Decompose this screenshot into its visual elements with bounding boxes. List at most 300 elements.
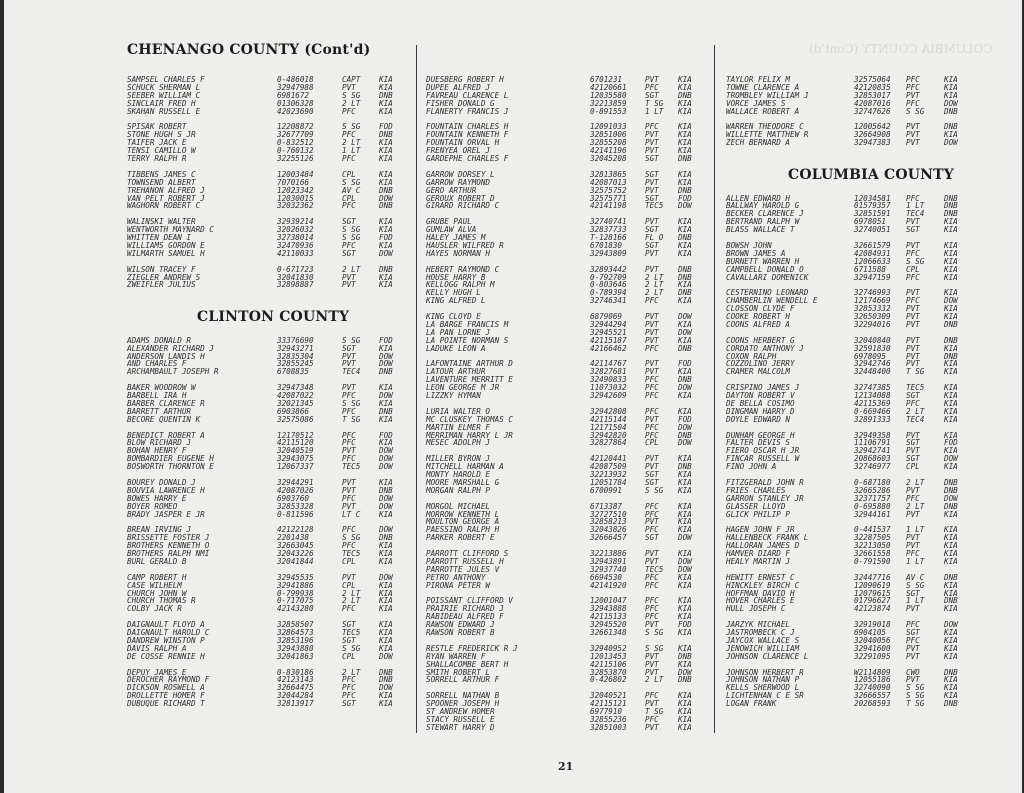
record-status: KIA [944, 580, 958, 590]
record-rank: CPL [342, 169, 356, 179]
record-rank: PVT [645, 359, 659, 369]
record-rank: PFC [645, 509, 659, 519]
record-status: KIA [944, 398, 958, 408]
record-status: DOW [379, 462, 393, 472]
record-name: SORRELL NATHAN B [426, 691, 500, 701]
record-serial-number: 20268593 [854, 699, 891, 709]
record-serial-number: 32858213 [590, 517, 627, 527]
record-serial-number: 42123874 [854, 604, 891, 614]
record-name: VORCE JAMES S [726, 98, 786, 108]
record-status: KIA [944, 217, 958, 227]
record-status: DOW [678, 438, 692, 448]
record-rank: PVT [645, 248, 659, 258]
record-rank: PFC [645, 691, 659, 701]
record-serial-number: 32041863 [277, 651, 314, 661]
record-name: HOUSE HARRY B [426, 272, 486, 282]
record-status: KIA [944, 446, 958, 456]
record-status: KIA [678, 319, 692, 329]
record-serial-number: 12003484 [277, 169, 314, 179]
record-name: GARROW DORSEY L [426, 169, 495, 179]
record-name: SHALLACOMBE BERT H [426, 659, 509, 669]
record-status: KIA [678, 643, 692, 653]
record-name: DINGMAN HARRY D [726, 406, 795, 416]
record-rank: PFC [906, 635, 920, 645]
record-status: KIA [944, 430, 958, 440]
record-rank: S SG [645, 628, 664, 637]
record-rank: PVT [645, 667, 659, 677]
record-serial-number: 12005642 [854, 122, 891, 132]
record-status: FOD [379, 430, 393, 440]
record-rank: PVT [645, 651, 659, 661]
record-rank: SGT [645, 193, 659, 203]
record-status: KIA [944, 304, 958, 314]
record-rank: SGT [342, 343, 356, 353]
column-divider-left [416, 45, 417, 733]
record-serial-number: 12134088 [854, 391, 891, 400]
record-name: GLICK PHILIP P [726, 509, 791, 519]
record-serial-number: 32040521 [590, 691, 627, 701]
record-status: KIA [678, 240, 692, 250]
record-serial-number: 12091033 [590, 122, 627, 132]
record-name: GARDEPHE CHARLES F [426, 154, 509, 163]
record-serial-number: 32746993 [854, 288, 891, 298]
record-serial-number: 12171504 [590, 422, 627, 432]
record-status: DNB [944, 351, 958, 361]
record-name: COONS HERBERT G [726, 335, 795, 345]
record-serial-number: 32947348 [277, 383, 314, 393]
record-status: KIA [678, 572, 692, 582]
record-status: KIA [678, 722, 692, 732]
record-status: KIA [944, 225, 958, 235]
record-name: HOFFMAN DAVID H [726, 588, 795, 598]
record-status: FOD [944, 438, 958, 448]
record-name: MORROW KENNETH L [426, 509, 500, 519]
record-rank: PVT [645, 130, 659, 140]
record-status: DNB [379, 185, 393, 195]
record-serial-number: 32447716 [854, 572, 891, 582]
record-name: HAGEN JOHN F JR [726, 525, 795, 535]
record-rank: PVT [342, 477, 356, 487]
record-status: DNB [678, 651, 692, 661]
record-serial-number: 32937740 [590, 564, 627, 574]
record-rank: SGT [906, 438, 920, 448]
record-name: RAWSON ROBERT B [426, 628, 495, 637]
record-status: KIA [944, 272, 958, 282]
record-name: ALLEN EDWARD H [726, 193, 791, 203]
record-status: KIA [678, 335, 692, 345]
record-serial-number: 0-803646 [590, 280, 627, 290]
record-serial-number: 12090619 [854, 580, 891, 590]
record-serial-number: 32043826 [590, 525, 627, 535]
record-name: FRENYEA OREL J [426, 146, 491, 156]
record-rank: PVT [342, 82, 356, 92]
record-serial-number: 32827681 [590, 367, 627, 377]
record-name: HALEY JAMES M [426, 233, 486, 242]
record-name: BOSWORTH THORNTON E [127, 462, 214, 472]
record-name: TAYLOR FELIX M [726, 75, 791, 84]
record-name: JASTROMBECK C J [726, 628, 795, 637]
record-serial-number: 42084931 [854, 248, 891, 258]
record-serial-number: 32747626 [854, 106, 891, 116]
record-rank: CPL [906, 264, 920, 274]
record-name: FAVREAU CLARENCE L [426, 90, 509, 100]
record-serial-number: 6903866 [277, 406, 310, 416]
record-rank: PVT [906, 430, 920, 440]
record-name: HALLENBECK FRANK L [726, 533, 809, 543]
record-status: KIA [379, 398, 393, 408]
record-status: KIA [678, 485, 692, 495]
record-name: HEBERT RAYMOND C [426, 264, 500, 274]
record-status: KIA [678, 691, 692, 701]
record-status: FOD [379, 122, 393, 132]
record-serial-number: 32945520 [590, 620, 627, 630]
record-name: SMITH ROBERT L [426, 667, 491, 677]
record-name: STONE HUGH S JR [127, 130, 196, 140]
record-name: BREAN IRVING J [127, 525, 192, 535]
record-status: DOW [944, 454, 958, 464]
record-name: BAKER WOODROW W [127, 383, 196, 393]
record-serial-number: 32835304 [277, 351, 314, 361]
record-serial-number: 32255126 [277, 154, 314, 163]
record-status: KIA [944, 604, 958, 614]
record-rank: PVT [645, 549, 659, 558]
record-rank: PFC [906, 193, 920, 203]
record-serial-number: 0-799938 [277, 588, 314, 598]
record-name: BURL GERALD B [127, 556, 187, 566]
record-serial-number: 32858507 [277, 620, 314, 630]
record-status: KIA [944, 248, 958, 258]
record-serial-number: 32021345 [277, 398, 314, 408]
record-status: DNB [678, 288, 692, 298]
record-serial-number: 11073032 [590, 383, 627, 393]
record-name: SAMPSEL CHARLES F [127, 75, 205, 84]
record-serial-number: 6978051 [854, 217, 887, 227]
record-name: BOWSH JOHN [726, 240, 772, 250]
record-rank: SGT [342, 248, 356, 258]
record-name: AND CHARLES F [127, 359, 187, 369]
record-rank: PVT [906, 217, 920, 227]
record-serial-number: 0-760132 [277, 146, 314, 156]
record-status: DNB [944, 477, 958, 487]
record-rank: PFC [906, 398, 920, 408]
record-rank: PVT [342, 351, 356, 361]
record-name: BLOW RICHARD J [127, 438, 192, 448]
record-status: KIA [678, 699, 692, 709]
record-name: BOMBARDIER EUGENE H [127, 454, 214, 464]
record-name: FOUNTAIN KENNETH F [426, 130, 509, 140]
record-status: KIA [944, 343, 958, 353]
record-rank: TEC5 [906, 383, 925, 393]
record-serial-number: 6978095 [854, 351, 887, 361]
record-name: HINCKLEY BIRCH C [726, 580, 800, 590]
record-status: DOW [944, 98, 958, 108]
record-serial-number: 32827864 [590, 438, 627, 448]
record-name: COONS ALFRED A [726, 319, 791, 329]
record-rank: SGT [645, 533, 659, 543]
record-name: MONTY HAROLD E [426, 470, 491, 479]
record-serial-number: 32941886 [277, 580, 314, 590]
record-name: DEROCHER RAYMOND F [127, 675, 210, 685]
record-serial-number: 42123143 [277, 675, 314, 685]
record-status: KIA [678, 517, 692, 527]
record-rank: TEC4 [906, 414, 925, 424]
record-status: DOW [678, 201, 692, 211]
record-rank: CAPT [342, 75, 361, 84]
record-serial-number: 01579357 [854, 201, 891, 211]
record-status: DOW [678, 667, 692, 677]
record-serial-number: 32746977 [854, 462, 891, 472]
record-name: COXON RALPH [726, 351, 777, 361]
record-rank: S SG [342, 533, 361, 543]
record-name: LURIA WALTER O [426, 406, 491, 416]
record-status: KIA [678, 714, 692, 724]
record-status: DNB [379, 667, 393, 677]
record-rank: PVT [645, 414, 659, 424]
record-status: DNB [379, 533, 393, 543]
record-name: DUESBERG ROBERT H [426, 75, 504, 84]
record-rank: SGT [645, 477, 659, 487]
record-name: WILLETTE MATTHEW R [726, 130, 809, 140]
record-name: SPISAK ROBERT [127, 122, 187, 132]
record-rank: PFC [645, 422, 659, 432]
record-status: DOW [379, 391, 393, 400]
record-name: WILLIAMS GORDON E [127, 240, 205, 250]
record-name: CLOSSON CLYDE F [726, 304, 795, 314]
record-name: PIRONA PETER W [426, 580, 491, 590]
record-name: HAUSLER WILFRED R [426, 240, 504, 250]
record-status: DOW [379, 193, 393, 203]
record-serial-number: 32942609 [590, 391, 627, 400]
record-rank: PFC [645, 572, 659, 582]
record-status: DOW [379, 525, 393, 535]
record-name: PAESSINO RALPH H [426, 525, 500, 535]
record-rank: PFC [645, 580, 659, 590]
record-rank: PFC [645, 375, 659, 385]
record-rank: 1 LT [645, 106, 664, 116]
record-serial-number: 42120661 [590, 82, 627, 92]
record-name: BOUVIA LAWRENCE H [127, 485, 205, 495]
record-rank: PFC [906, 272, 920, 282]
record-serial-number: 32855236 [590, 714, 627, 724]
record-rank: PVT [645, 327, 659, 337]
record-status: DOW [678, 312, 692, 321]
record-rank: SGT [906, 391, 920, 400]
record-rank: 2 LT [906, 501, 925, 511]
record-rank: PFC [342, 106, 356, 116]
record-status: KIA [944, 541, 958, 551]
record-serial-number: 0-441537 [854, 525, 891, 535]
record-status: KIA [678, 525, 692, 535]
record-serial-number: 32740090 [854, 683, 891, 693]
record-rank: TEC5 [342, 549, 361, 558]
record-serial-number: 32919018 [854, 620, 891, 630]
record-status: KIA [678, 130, 692, 140]
record-rank: PFC [906, 620, 920, 630]
record-status: DNB [944, 699, 958, 709]
record-name: BOHAN HENRY F [127, 446, 187, 456]
record-status: KIA [678, 98, 692, 108]
record-serial-number: 6711588 [854, 264, 887, 274]
record-serial-number: 6701231 [590, 75, 623, 84]
record-status: KIA [944, 240, 958, 250]
record-status: DOW [678, 556, 692, 566]
record-rank: PVT [906, 304, 920, 314]
record-rank: PFC [645, 82, 659, 92]
record-status: KIA [944, 264, 958, 274]
record-rank: 1 LT [906, 556, 925, 566]
record-serial-number: 42087509 [590, 462, 627, 472]
record-status: KIA [944, 312, 958, 321]
record-serial-number: 6981672 [277, 90, 310, 100]
record-serial-number: 42087016 [854, 98, 891, 108]
record-serial-number: 32947988 [277, 82, 314, 92]
record-name: HAMVER DIARD F [726, 549, 791, 558]
record-rank: S SG [906, 691, 925, 701]
record-rank: PVT [906, 651, 920, 661]
record-serial-number: 32947159 [854, 272, 891, 282]
record-name: DE COSSE RENNIE H [127, 651, 205, 661]
record-name: WALINSKI WALTER [127, 217, 196, 227]
record-serial-number: 12051784 [590, 477, 627, 487]
record-rank: PVT [645, 659, 659, 669]
record-status: KIA [944, 90, 958, 100]
record-name: BARBELL IRA H [127, 391, 187, 400]
record-rank: 2 LT [342, 264, 361, 274]
record-status: FOD [678, 620, 692, 630]
record-status: KIA [944, 256, 958, 266]
record-status: DOW [944, 296, 958, 306]
record-status: DNB [944, 667, 958, 677]
columbia-county-heading: COLUMBIA COUNTY [788, 166, 954, 183]
record-name: TREHANON ALFRED J [127, 185, 205, 195]
record-serial-number: 32740051 [854, 225, 891, 235]
record-serial-number: 6879069 [590, 312, 623, 321]
record-status: KIA [944, 406, 958, 416]
record-name: WARREN THEODORE C [726, 122, 804, 132]
record-serial-number: 32575771 [590, 193, 627, 203]
record-status: DNB [678, 375, 692, 385]
record-rank: PFC [342, 240, 356, 250]
record-rank: 2 LT [645, 675, 664, 685]
record-name: CAVALLARI DOMENICK [726, 272, 809, 282]
record-status: DNB [379, 264, 393, 274]
record-status: FOD [678, 414, 692, 424]
record-serial-number: 32942808 [590, 406, 627, 416]
record-rank: CPL [342, 651, 356, 661]
record-status: FOD [678, 193, 692, 203]
record-name: CAMP ROBERT H [127, 572, 187, 582]
record-status: KIA [379, 383, 393, 393]
record-name: LAFONTAINE ARTHUR D [426, 359, 513, 369]
record-serial-number: 0-486018 [277, 75, 314, 84]
record-name: KELLY HUGH L [426, 288, 481, 298]
record-name: JOHNSON HERBERT R [726, 667, 804, 677]
record-rank: TEC4 [342, 367, 361, 377]
record-rank: PVT [906, 604, 920, 614]
record-rank: SGT [645, 240, 659, 250]
record-name: DAVIS RALPH A [127, 643, 187, 653]
record-serial-number: 32944294 [590, 319, 627, 329]
record-status: DNB [944, 122, 958, 132]
record-serial-number: 32747385 [854, 383, 891, 393]
record-name: LICHTENHAN C E SR [726, 691, 804, 701]
record-rank: CWO [906, 667, 920, 677]
record-status: KIA [678, 501, 692, 511]
record-serial-number: 32665286 [854, 485, 891, 495]
record-rank: PFC [342, 430, 356, 440]
record-serial-number: 42115120 [277, 438, 314, 448]
record-rank: PVT [645, 454, 659, 464]
record-serial-number: 32939214 [277, 217, 314, 227]
record-serial-number: 0-792709 [590, 272, 627, 282]
record-status: KIA [678, 477, 692, 487]
record-serial-number: 32661558 [854, 549, 891, 558]
record-rank: SGT [906, 588, 920, 598]
record-status: KIA [379, 82, 393, 92]
record-serial-number: 32575064 [854, 75, 891, 84]
record-name: HAYES NORMAN H [426, 248, 491, 258]
record-name: MERRIMAN HARRY L JR [426, 430, 513, 440]
record-rank: PVT [906, 509, 920, 519]
record-serial-number: 42115121 [590, 699, 627, 709]
record-rank: CPL [906, 462, 920, 472]
record-status: KIA [379, 272, 393, 282]
record-name: CHURCH JOHN W [127, 588, 187, 598]
record-serial-number: 32943809 [590, 248, 627, 258]
record-name: BENEDICT ROBERT A [127, 430, 205, 440]
record-rank: PFC [645, 343, 659, 353]
record-serial-number: 6700991 [590, 485, 623, 495]
record-name: GARRON STANLEY JR [726, 493, 804, 503]
record-name: DE BELLA COSIMO [726, 398, 795, 408]
record-serial-number: 01306328 [277, 98, 314, 108]
record-rank: PFC [342, 493, 356, 503]
record-name: LAVENTURE MERRITT E [426, 375, 513, 385]
record-rank: PVT [645, 699, 659, 709]
record-rank: PVT [645, 335, 659, 345]
record-name: CAMPBELL DONALD O [726, 264, 804, 274]
record-rank: PFC [645, 714, 659, 724]
record-serial-number: 32942746 [854, 359, 891, 369]
page-number: 21 [558, 760, 574, 773]
record-name: TOWNSEND ALBERT [127, 177, 196, 187]
record-rank: CPL [645, 438, 659, 448]
record-name: BARBER CLARENCE R [127, 398, 205, 408]
record-name: MILLER BYRON J [426, 454, 491, 464]
record-serial-number: 42122128 [277, 525, 314, 535]
record-status: DNB [944, 209, 958, 219]
record-rank: PFC [906, 248, 920, 258]
record-status: DNB [678, 343, 692, 353]
record-serial-number: 12066633 [854, 256, 891, 266]
record-status: DNB [379, 675, 393, 685]
record-rank: PFC [342, 675, 356, 685]
record-name: WHITTEN DEAN I [127, 233, 192, 242]
record-serial-number: 32213886 [590, 549, 627, 558]
record-rank: 1 LT [342, 146, 361, 156]
record-status: KIA [379, 154, 393, 163]
roster-page [4, 0, 1022, 793]
record-rank: SGT [342, 217, 356, 227]
record-rank: PFC [342, 438, 356, 448]
record-name: KING ALFRED L [426, 296, 486, 306]
record-rank: PFC [906, 493, 920, 503]
record-serial-number: 12079615 [854, 588, 891, 598]
record-serial-number: 32213932 [590, 470, 627, 479]
record-status: KIA [678, 406, 692, 416]
record-status: KIA [944, 359, 958, 369]
record-serial-number: 0-671723 [277, 264, 314, 274]
